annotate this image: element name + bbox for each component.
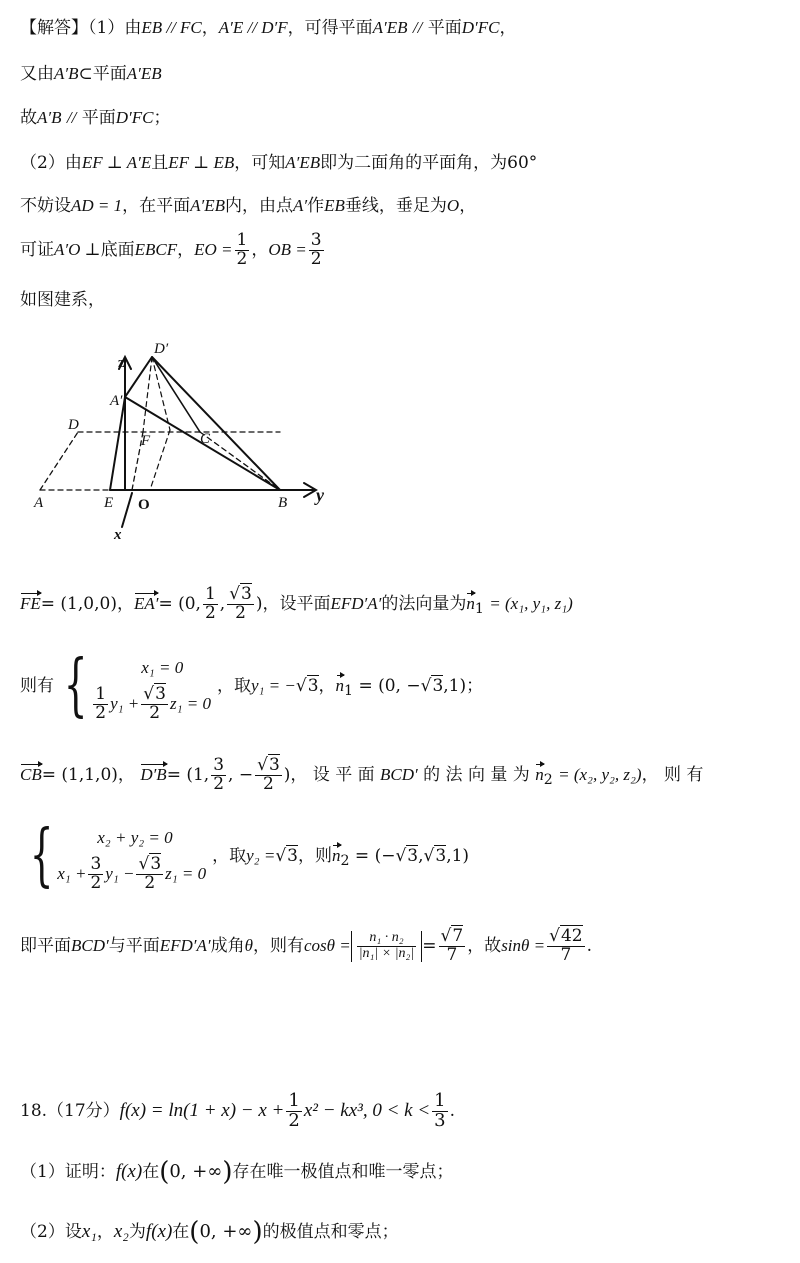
denominator: 2 xyxy=(204,602,216,623)
edge-dc-prime xyxy=(152,357,200,432)
sep: ， xyxy=(177,239,195,260)
paren: ( xyxy=(189,1217,200,1247)
function-def: f(x) = ln(1 + x) − x + xyxy=(119,1099,285,1121)
value: = (x₁, y₁, z₁) xyxy=(489,593,573,613)
fraction: $\frac{√3}{2}$ xyxy=(138,853,162,893)
sep: ； xyxy=(153,108,171,128)
vector-line-2 xyxy=(20,757,780,794)
math-eb: EB xyxy=(324,196,345,215)
text: 垂线，垂足为 xyxy=(344,196,447,216)
label-b: B xyxy=(278,495,288,511)
math-sin: sinθ = xyxy=(501,936,546,956)
vector-n2: n xyxy=(535,764,544,784)
paren: ( xyxy=(159,1157,170,1187)
vector-n1: n xyxy=(335,675,345,695)
sep: ， xyxy=(201,18,219,38)
math-plane-bcd: BCD′ xyxy=(380,764,418,784)
edge-cb xyxy=(200,432,280,490)
math-eb-fc: EB // FC xyxy=(141,18,202,37)
term: z₁ = 0 xyxy=(169,693,211,713)
label-d: D xyxy=(68,417,79,433)
math-ob: OB = xyxy=(268,239,307,259)
denominator: 2 xyxy=(288,1109,300,1131)
label-c: C xyxy=(200,431,211,447)
edge-ea xyxy=(110,397,125,490)
text: ， 设 平 面 xyxy=(290,764,375,785)
text: 如图建系， xyxy=(20,290,105,310)
fraction xyxy=(432,1092,447,1131)
solution-line-6 xyxy=(20,232,326,269)
sep: . xyxy=(586,936,592,957)
sep: ， xyxy=(318,675,336,696)
math-plane-efda: EFD′A′ xyxy=(159,936,211,956)
fraction-sqrt7-7: $\frac{√7}{7}$ xyxy=(440,926,464,965)
value: = (− xyxy=(354,845,396,866)
solution-line-2 xyxy=(20,64,162,84)
question-18 xyxy=(20,1092,455,1131)
system-rows xyxy=(57,820,206,892)
parallel-sym: // xyxy=(66,108,77,127)
text: 即为二面角的平面角，为 xyxy=(320,153,508,173)
value: = (0, xyxy=(158,593,201,614)
subscript: 1 xyxy=(344,682,354,699)
denominator: 2 xyxy=(144,872,156,893)
math-ad-1: AD = 1 xyxy=(71,196,123,215)
sep: ； xyxy=(466,675,484,696)
solution-line-1 xyxy=(20,18,516,38)
denominator: 2 xyxy=(236,248,248,269)
math-ao-perp: A′O ⊥ xyxy=(54,239,101,259)
numerator: 1 xyxy=(95,683,107,704)
label-a-prime: A′ xyxy=(110,393,123,409)
math-plane-dfc: D′FC xyxy=(115,108,154,127)
text: 又由 xyxy=(20,64,54,84)
vector-cb: CB xyxy=(20,764,42,784)
denominator: 2 xyxy=(213,773,225,794)
text: ， 则 有 xyxy=(641,764,704,785)
vector-ea: EA′ xyxy=(133,593,159,613)
numerator: 1 xyxy=(288,1090,300,1111)
text: ，取 xyxy=(212,845,247,866)
edge-db xyxy=(152,357,280,490)
text: 则有 xyxy=(20,675,54,696)
text: 为 xyxy=(128,1222,146,1242)
fraction xyxy=(93,683,108,723)
question-number: 18.（17分） xyxy=(20,1101,120,1122)
sep: ， xyxy=(96,1222,114,1242)
fraction-three-halves xyxy=(309,232,324,269)
paren: ) xyxy=(255,593,263,614)
row-1: x₁ = 0 xyxy=(141,657,184,677)
label-o: O xyxy=(138,497,150,513)
x-axis xyxy=(122,493,132,527)
vector-line-1 xyxy=(20,586,573,623)
value: ,1) xyxy=(443,675,467,696)
text: 平面 xyxy=(81,108,116,128)
radicand: 3 xyxy=(155,683,166,704)
sep: ， xyxy=(499,18,517,38)
text: 底面 xyxy=(100,239,135,260)
term: x₁ + xyxy=(57,863,87,883)
part-label: （1）证明： xyxy=(20,1162,116,1182)
denominator: 7 xyxy=(446,944,458,965)
interval: 0, +∞ xyxy=(199,1221,253,1242)
math-cos: cosθ = xyxy=(303,936,351,956)
term: y₁ + xyxy=(110,693,140,713)
vector-n1: n xyxy=(466,593,475,613)
radicand: 3 xyxy=(150,853,162,874)
paren: ) xyxy=(222,1157,233,1187)
text: 的法向量为 xyxy=(381,593,467,614)
text: 在 xyxy=(172,1222,190,1242)
math-theta: θ xyxy=(244,936,253,956)
math-x1: x₁ xyxy=(81,1221,97,1242)
math-plane-bcd: BCD′ xyxy=(71,936,109,956)
fraction xyxy=(203,586,218,623)
text: 可证 xyxy=(20,239,54,260)
denominator: 2 xyxy=(149,702,161,723)
math-ab: A′B xyxy=(37,108,62,127)
text: ，则 xyxy=(298,845,332,866)
interval: 0, +∞ xyxy=(169,1161,223,1182)
numerator: 1 xyxy=(434,1090,446,1111)
text: ，设平面 xyxy=(262,593,331,614)
text: 在 xyxy=(142,1162,160,1182)
label-a: A xyxy=(34,495,44,511)
radicand: 3 xyxy=(307,675,319,696)
equation-system-2: { x₂ + y₂ = 0 x₁ + $\frac{3}{2}$ y₁ − $\frac{√3}{2}$ z₁ = 0 ，取y₂ =√3，则$n_2 = (-√3,√3,1)$ xyxy=(29,816,470,895)
edge-mid-o xyxy=(150,430,170,490)
brace: { xyxy=(29,816,54,895)
denominator: 2 xyxy=(263,773,274,794)
value: = (0, − xyxy=(358,675,421,696)
value: = (x₂, y₂, z₂) xyxy=(558,764,642,784)
sep: ， xyxy=(251,239,269,260)
math-plane-aeb: A′EB xyxy=(372,18,408,37)
term: z₁ = 0 xyxy=(165,863,207,883)
math-o: O xyxy=(446,196,460,215)
text: ，在平面 xyxy=(122,196,191,216)
radicand: 3 xyxy=(435,845,447,866)
math-plane-dfc: D′FC xyxy=(461,18,500,37)
denominator: 2 xyxy=(235,602,246,623)
math-plane-aeb: A′EB xyxy=(126,64,162,83)
text: （2）由 xyxy=(20,153,82,173)
radicand: 3 xyxy=(287,845,298,866)
text: ，可知 xyxy=(234,153,286,173)
sep: ， xyxy=(459,196,477,216)
fraction xyxy=(286,1092,301,1131)
text: 即平面 xyxy=(20,936,71,957)
math-60deg: 60° xyxy=(507,153,538,173)
label-z: z xyxy=(118,355,125,371)
denominator: 2 xyxy=(310,248,322,269)
text: 不妨设 xyxy=(20,196,71,216)
solution-line-7 xyxy=(20,290,105,310)
text: 存在唯一极值点和唯一零点； xyxy=(232,1162,454,1182)
label-d-prime: D′ xyxy=(154,341,169,357)
math-ef-perp-eb: EF ⊥ EB xyxy=(168,153,235,172)
radicand: 7 xyxy=(452,926,464,946)
radicand: 3 xyxy=(268,755,280,775)
solution-line-5 xyxy=(20,196,476,216)
text: 平面 xyxy=(92,64,127,84)
text: ，取 xyxy=(216,675,251,696)
radicand: 3 xyxy=(407,845,419,866)
text: 与平面 xyxy=(108,936,160,957)
numerator: 1 xyxy=(236,230,248,250)
math-f: f(x) xyxy=(115,1161,143,1182)
numerator: 3 xyxy=(213,755,225,775)
text: 故 xyxy=(20,108,37,128)
text: 成角 xyxy=(210,936,245,957)
value: = (1,1,0) xyxy=(41,764,118,785)
text: 作 xyxy=(307,196,325,216)
text: ，则有 xyxy=(252,936,304,957)
fraction: $\frac{√3}{2}$ xyxy=(143,683,166,723)
text: ，可得平面 xyxy=(287,18,373,38)
numerator: 3 xyxy=(310,230,322,250)
math-ae-df: A′E // D′F xyxy=(218,18,288,37)
row-1: x₂ + y₂ = 0 xyxy=(97,827,173,847)
fraction-half xyxy=(235,232,250,269)
text: 内，由点 xyxy=(225,196,294,216)
text: 且 xyxy=(151,153,169,173)
system-rows xyxy=(91,650,211,722)
part-2 xyxy=(20,1217,399,1248)
math-y2: y₂ = xyxy=(246,845,276,865)
sep: , xyxy=(219,593,226,614)
vector-db: D′B xyxy=(140,764,167,784)
solution-line-3 xyxy=(20,108,170,128)
denominator: |n₁| × |n₂| xyxy=(358,945,415,961)
sep: , − xyxy=(228,764,254,785)
math-ab: A′B xyxy=(54,64,79,83)
label-x: x xyxy=(114,527,122,543)
math-x2: x₂ xyxy=(113,1221,129,1242)
fraction xyxy=(88,853,103,893)
edge-ad xyxy=(40,432,78,490)
math-f: f(x) xyxy=(145,1221,173,1242)
sep: , xyxy=(418,845,424,866)
paren: ) xyxy=(283,764,291,785)
abs-fraction xyxy=(351,931,423,961)
geometry-figure xyxy=(30,335,350,545)
text: 的极值点和零点； xyxy=(262,1222,399,1242)
value: = (1,0,0) xyxy=(40,593,117,614)
denominator: 3 xyxy=(434,1109,446,1131)
brace: { xyxy=(63,646,88,725)
part-1 xyxy=(20,1157,454,1188)
text: ，故 xyxy=(467,936,502,957)
text: 平面 xyxy=(427,18,462,38)
math-plane-aeb: A′EB xyxy=(190,196,226,215)
subscript: 2 xyxy=(543,772,553,789)
math-angle-aeb: A′EB xyxy=(285,153,321,172)
sep: . xyxy=(449,1101,456,1122)
math-y1: y₁ = − xyxy=(250,675,296,695)
vector-fe: FE xyxy=(20,593,41,613)
math-ef-perp-ae: EF ⊥ A′E xyxy=(81,153,152,172)
math-ebcf: EBCF xyxy=(134,239,178,259)
text: 的 法 向 量 为 xyxy=(423,764,530,785)
subscript: 1 xyxy=(474,601,484,618)
denominator: 2 xyxy=(90,872,102,893)
math-point-a: A′ xyxy=(293,196,308,215)
cosine-line xyxy=(20,928,592,965)
denominator: 7 xyxy=(560,944,572,965)
parallel-sym: // xyxy=(412,18,423,37)
fraction-sqrt3-2: $\frac{√3}{2}$ xyxy=(257,755,280,794)
value: ,1) xyxy=(446,845,470,866)
solution-line-4 xyxy=(20,153,537,173)
value: = (1, xyxy=(166,764,210,785)
fraction xyxy=(211,757,226,794)
sep: ， xyxy=(117,764,135,785)
equation-system-1: 则有 { x₁ = 0 $\frac{1}{2}$ y₁ + $\frac{√3}{2}$ z₁ = 0 ，取y₁ = −√3，$n_1 = (0$, −√3,1)； xyxy=(20,646,484,725)
paren: ) xyxy=(252,1217,263,1247)
subset-sym: ⊂ xyxy=(78,64,93,84)
part-label: （2）设 xyxy=(20,1222,82,1242)
term: y₁ − xyxy=(105,863,135,883)
radicand: 3 xyxy=(432,675,444,696)
numerator: 1 xyxy=(204,584,216,604)
label-e: E xyxy=(104,495,114,511)
eq: = xyxy=(422,936,437,957)
radicand: 42 xyxy=(560,926,583,946)
denominator: 2 xyxy=(95,702,107,723)
function-def: x² − kx³, 0 < k < xyxy=(303,1099,431,1121)
label-f: F xyxy=(141,433,151,449)
math-eo: EO = xyxy=(194,239,233,259)
radicand: 3 xyxy=(241,584,252,604)
numerator: n₁ · n₂ xyxy=(357,931,417,947)
math-plane-efda: EFD′A′ xyxy=(330,593,382,613)
numerator: 3 xyxy=(90,853,102,874)
fraction-sqrt42-7: $\frac{√42}{7}$ xyxy=(549,926,583,965)
subscript: 2 xyxy=(340,852,350,869)
solution-header: 【解答】（1）由 xyxy=(20,18,142,38)
sep: ， xyxy=(116,593,134,614)
vector-n2: n xyxy=(332,845,341,865)
label-y: y xyxy=(316,485,324,505)
fraction-sqrt3-2: $\frac{√3}{2}$ xyxy=(229,584,252,623)
